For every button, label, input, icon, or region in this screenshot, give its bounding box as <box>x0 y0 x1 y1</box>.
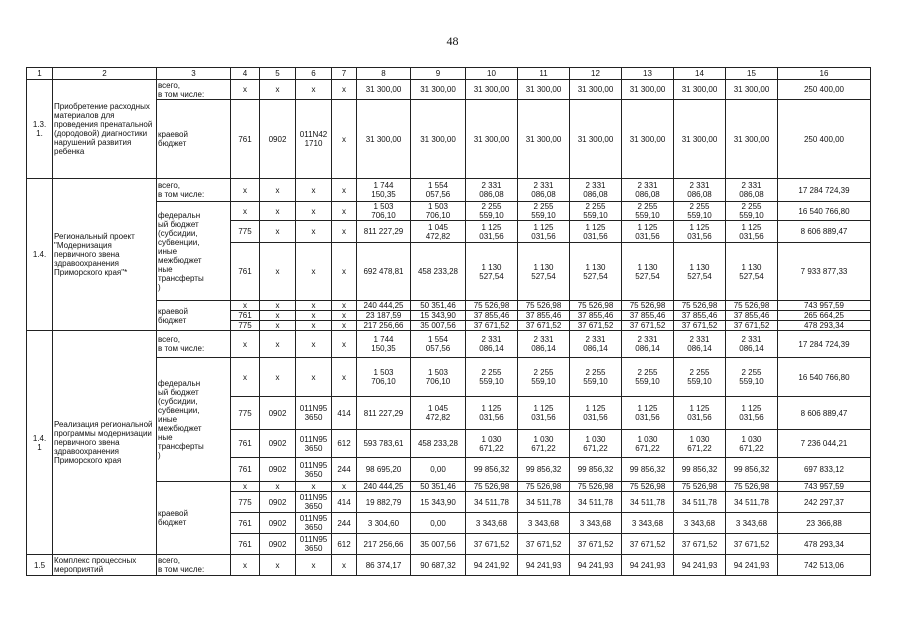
table-cell: x <box>260 243 296 301</box>
table-cell: x <box>296 301 332 311</box>
table-cell: 0902 <box>260 513 296 534</box>
column-header: 4 <box>231 68 260 80</box>
table-cell: 743 957,59 <box>778 301 871 311</box>
table-cell: x <box>260 301 296 311</box>
table-cell: 2 255 559,10 <box>674 358 726 397</box>
table-cell: 37 671,52 <box>518 534 570 555</box>
table-cell: 250 400,00 <box>778 80 871 100</box>
table-cell: x <box>332 202 357 221</box>
table-cell: 3 343,68 <box>570 513 622 534</box>
table-cell: 75 526,98 <box>570 482 622 492</box>
table-cell: 2 331 086,14 <box>466 331 518 358</box>
table-cell: 011N95 3650 <box>296 458 332 482</box>
table-cell: 242 297,37 <box>778 492 871 513</box>
table-cell: x <box>296 358 332 397</box>
table-cell: 2 331 086,14 <box>570 331 622 358</box>
table-cell: x <box>260 221 296 243</box>
table-cell: федеральн ый бюджет (субсидии, субвенции, иные межбюджет ные трансферты ) <box>157 202 231 301</box>
column-header: 3 <box>157 68 231 80</box>
table-cell: 2 331 086,08 <box>570 179 622 202</box>
table-cell: 1.4. 1 <box>27 331 53 555</box>
column-header: 7 <box>332 68 357 80</box>
table-cell: 1 503 706,10 <box>357 358 411 397</box>
table-row <box>27 331 871 358</box>
table-cell: 0902 <box>260 397 296 430</box>
table-cell: x <box>296 331 332 358</box>
column-header: 1 <box>27 68 53 80</box>
table-cell: 1 125 031,56 <box>570 221 622 243</box>
table-cell: x <box>231 301 260 311</box>
table-cell: 761 <box>231 513 260 534</box>
column-header: 5 <box>260 68 296 80</box>
table-cell: x <box>332 331 357 358</box>
table-cell: x <box>260 331 296 358</box>
table-cell: 75 526,98 <box>622 482 674 492</box>
table-cell: 34 511,78 <box>674 492 726 513</box>
table-cell: x <box>231 482 260 492</box>
table-cell: 244 <box>332 513 357 534</box>
table-cell: 217 256,66 <box>357 534 411 555</box>
table-cell: 31 300,00 <box>570 80 622 100</box>
table-cell: 1 130 527,54 <box>674 243 726 301</box>
table-cell: x <box>332 358 357 397</box>
table-cell: 31 300,00 <box>674 80 726 100</box>
table-cell: 75 526,98 <box>570 301 622 311</box>
table-cell: 3 343,68 <box>518 513 570 534</box>
table-cell: 1 130 527,54 <box>466 243 518 301</box>
page-number: 48 <box>446 34 459 48</box>
table-cell: 1.3. 1. <box>27 80 53 179</box>
table-cell: 50 351,46 <box>411 301 466 311</box>
column-header: 12 <box>570 68 622 80</box>
table-cell: x <box>296 179 332 202</box>
table-cell: 697 833,12 <box>778 458 871 482</box>
table-cell: 99 856,32 <box>466 458 518 482</box>
table-cell: x <box>231 202 260 221</box>
table-cell: 23 187,59 <box>357 311 411 321</box>
table-cell: 2 255 559,10 <box>518 202 570 221</box>
table-cell: 8 606 889,47 <box>778 397 871 430</box>
table-cell: 0902 <box>260 492 296 513</box>
column-header: 6 <box>296 68 332 80</box>
table-cell: 1 125 031,56 <box>622 397 674 430</box>
table-cell: 0902 <box>260 430 296 458</box>
table-cell: 612 <box>332 430 357 458</box>
table-cell: 37 855,46 <box>674 311 726 321</box>
table-cell: x <box>260 179 296 202</box>
table-cell: x <box>332 321 357 331</box>
table-cell: 37 855,46 <box>466 311 518 321</box>
table-cell: 31 300,00 <box>518 100 570 179</box>
table-cell: всего, в том числе: <box>157 331 231 358</box>
table-cell: 75 526,98 <box>518 482 570 492</box>
table-cell: 1 125 031,56 <box>674 397 726 430</box>
table-cell: 414 <box>332 492 357 513</box>
header-row <box>27 68 871 80</box>
table-cell: 31 300,00 <box>570 100 622 179</box>
table-cell: 458 233,28 <box>411 430 466 458</box>
table-cell: x <box>332 221 357 243</box>
table-cell: 31 300,00 <box>357 100 411 179</box>
table-cell: 94 241,93 <box>622 555 674 576</box>
table-cell: 94 241,92 <box>466 555 518 576</box>
table-cell: x <box>260 555 296 576</box>
table-cell: x <box>332 243 357 301</box>
table-cell: 1 130 527,54 <box>726 243 778 301</box>
table-cell: 743 957,59 <box>778 482 871 492</box>
table-cell: 2 255 559,10 <box>570 202 622 221</box>
column-header: 14 <box>674 68 726 80</box>
table-cell: 250 400,00 <box>778 100 871 179</box>
table-cell: 011N95 3650 <box>296 397 332 430</box>
table-cell: всего, в том числе: <box>157 80 231 100</box>
table-cell: 775 <box>231 221 260 243</box>
table-cell: x <box>231 358 260 397</box>
table-cell: краевой бюджет <box>157 482 231 555</box>
table-cell: 1 744 150,35 <box>357 179 411 202</box>
table-cell: 1 130 527,54 <box>570 243 622 301</box>
table-cell: 1 030 671,22 <box>570 430 622 458</box>
table-cell: x <box>231 555 260 576</box>
table-cell: 37 671,52 <box>726 321 778 331</box>
table-cell: 37 671,52 <box>622 534 674 555</box>
table-cell: x <box>231 179 260 202</box>
table-cell: 1 130 527,54 <box>518 243 570 301</box>
table-cell: 15 343,90 <box>411 311 466 321</box>
table-cell: 99 856,32 <box>674 458 726 482</box>
table-cell: 1 030 671,22 <box>674 430 726 458</box>
table-cell: 1 503 706,10 <box>411 202 466 221</box>
table-cell: 3 304,60 <box>357 513 411 534</box>
table-cell: 2 331 086,14 <box>622 331 674 358</box>
table-cell: 011N42 1710 <box>296 100 332 179</box>
table-cell: 16 540 766,80 <box>778 202 871 221</box>
table-cell: x <box>231 331 260 358</box>
table-cell: 31 300,00 <box>411 100 466 179</box>
table-cell: x <box>296 80 332 100</box>
table-cell: 1 125 031,56 <box>674 221 726 243</box>
table-cell: Приобретение расходных материалов для проведения пренатальной (дородовой) диагностики нарушений развития ребенка <box>53 80 157 179</box>
table-cell: 34 511,78 <box>518 492 570 513</box>
table-cell: 34 511,78 <box>622 492 674 513</box>
table-cell: 98 695,20 <box>357 458 411 482</box>
table-cell: федеральн ый бюджет (субсидии, субвенции, иные межбюджет ные трансферты ) <box>157 358 231 482</box>
table-cell: 1 554 057,56 <box>411 179 466 202</box>
table-cell: 31 300,00 <box>518 80 570 100</box>
table-cell: 761 <box>231 243 260 301</box>
table-cell: 35 007,56 <box>411 321 466 331</box>
table-cell: 1 125 031,56 <box>466 221 518 243</box>
table-cell: 31 300,00 <box>466 100 518 179</box>
table-cell: 99 856,32 <box>622 458 674 482</box>
table-cell: x <box>296 311 332 321</box>
table-cell: 86 374,17 <box>357 555 411 576</box>
table-cell: Комплекс процессных мероприятий <box>53 555 157 576</box>
table-cell: 692 478,81 <box>357 243 411 301</box>
table-cell: 1 130 527,54 <box>622 243 674 301</box>
table-cell: 31 300,00 <box>726 80 778 100</box>
table-cell: 37 855,46 <box>622 311 674 321</box>
table-cell: x <box>260 80 296 100</box>
table-cell: 0,00 <box>411 513 466 534</box>
table-cell: 2 331 086,08 <box>466 179 518 202</box>
table-cell: 761 <box>231 534 260 555</box>
table-row <box>27 555 871 576</box>
table-cell: 011N95 3650 <box>296 492 332 513</box>
table-cell: 37 671,52 <box>726 534 778 555</box>
table-cell: 31 300,00 <box>411 80 466 100</box>
table-cell: 3 343,68 <box>466 513 518 534</box>
table-cell: 31 300,00 <box>726 100 778 179</box>
table-cell: 3 343,68 <box>622 513 674 534</box>
table-cell: 1 125 031,56 <box>622 221 674 243</box>
table-cell: 75 526,98 <box>674 482 726 492</box>
table-cell: 1.5 <box>27 555 53 576</box>
table-cell: краевой бюджет <box>157 301 231 331</box>
table-cell: 2 255 559,10 <box>466 202 518 221</box>
budget-table <box>26 67 871 576</box>
table-cell: 011N95 3650 <box>296 513 332 534</box>
table-cell: 244 <box>332 458 357 482</box>
table-cell: x <box>296 202 332 221</box>
table-cell: 75 526,98 <box>726 301 778 311</box>
table-cell: 75 526,98 <box>622 301 674 311</box>
table-cell: 265 664,25 <box>778 311 871 321</box>
table-cell: 761 <box>231 100 260 179</box>
table-cell: x <box>296 482 332 492</box>
table-cell: 761 <box>231 430 260 458</box>
table-cell: x <box>332 179 357 202</box>
table-cell: 37 671,52 <box>518 321 570 331</box>
table-cell: 37 671,52 <box>674 321 726 331</box>
table-cell: 3 343,68 <box>726 513 778 534</box>
table-cell: 31 300,00 <box>674 100 726 179</box>
table-cell: 240 444,25 <box>357 301 411 311</box>
column-header: 9 <box>411 68 466 80</box>
table-cell: 458 233,28 <box>411 243 466 301</box>
table-cell: 2 331 086,08 <box>674 179 726 202</box>
table-cell: 31 300,00 <box>357 80 411 100</box>
table-cell: 593 783,61 <box>357 430 411 458</box>
table-cell: 15 343,90 <box>411 492 466 513</box>
table-cell: 0,00 <box>411 458 466 482</box>
table-cell: 37 671,52 <box>622 321 674 331</box>
table-cell: x <box>332 80 357 100</box>
table-cell: 99 856,32 <box>570 458 622 482</box>
table-cell: 1 030 671,22 <box>518 430 570 458</box>
table-cell: 478 293,34 <box>778 321 871 331</box>
table-cell: 37 671,52 <box>570 534 622 555</box>
table-cell: 31 300,00 <box>622 100 674 179</box>
table-cell: 1 125 031,56 <box>518 221 570 243</box>
table-row <box>27 179 871 202</box>
table-cell: 742 513,06 <box>778 555 871 576</box>
table-cell: 1 125 031,56 <box>570 397 622 430</box>
table-cell: 414 <box>332 397 357 430</box>
table-cell: 478 293,34 <box>778 534 871 555</box>
table-cell: 2 255 559,10 <box>518 358 570 397</box>
table-cell: x <box>332 301 357 311</box>
table-cell: 1 125 031,56 <box>726 397 778 430</box>
table-cell: 17 284 724,39 <box>778 331 871 358</box>
table-cell: всего, в том числе: <box>157 555 231 576</box>
table-cell: всего, в том числе: <box>157 179 231 202</box>
table-cell: x <box>260 482 296 492</box>
table-cell: x <box>332 555 357 576</box>
table-cell: 99 856,32 <box>726 458 778 482</box>
table-cell: x <box>332 100 357 179</box>
table-cell: 1 125 031,56 <box>466 397 518 430</box>
column-header: 15 <box>726 68 778 80</box>
table-cell: 37 855,46 <box>726 311 778 321</box>
column-header: 11 <box>518 68 570 80</box>
column-header: 10 <box>466 68 518 80</box>
table-cell: 1 030 671,22 <box>726 430 778 458</box>
column-header: 13 <box>622 68 674 80</box>
table-cell: 2 255 559,10 <box>622 358 674 397</box>
table-cell: 1 503 706,10 <box>411 358 466 397</box>
table-cell: 37 671,52 <box>466 321 518 331</box>
table-cell: 811 227,29 <box>357 221 411 243</box>
table-cell: 19 882,79 <box>357 492 411 513</box>
table-cell: 2 255 559,10 <box>726 202 778 221</box>
table-cell: 2 331 086,08 <box>518 179 570 202</box>
table-cell: 37 671,52 <box>674 534 726 555</box>
table-cell: 35 007,56 <box>411 534 466 555</box>
table-cell: 75 526,98 <box>726 482 778 492</box>
table-cell: 1 045 472,82 <box>411 397 466 430</box>
table-cell: 3 343,68 <box>674 513 726 534</box>
table-cell: 2 331 086,08 <box>622 179 674 202</box>
table-cell: 2 255 559,10 <box>622 202 674 221</box>
table-cell: x <box>296 321 332 331</box>
table-cell: x <box>260 311 296 321</box>
table-cell: x <box>296 221 332 243</box>
table-cell: 2 255 559,10 <box>726 358 778 397</box>
table-cell: 775 <box>231 397 260 430</box>
table-cell: 2 255 559,10 <box>674 202 726 221</box>
table-cell: 1 125 031,56 <box>726 221 778 243</box>
table-cell: 811 227,29 <box>357 397 411 430</box>
table-cell: 1.4. <box>27 179 53 331</box>
table-cell: 011N95 3650 <box>296 534 332 555</box>
table-cell: x <box>296 243 332 301</box>
table-cell: 99 856,32 <box>518 458 570 482</box>
table-cell: 2 331 086,14 <box>518 331 570 358</box>
table-cell: 34 511,78 <box>466 492 518 513</box>
column-header: 16 <box>778 68 871 80</box>
table-cell: 761 <box>231 458 260 482</box>
table-cell: 8 606 889,47 <box>778 221 871 243</box>
table-cell: 1 744 150,35 <box>357 331 411 358</box>
table-cell: x <box>231 80 260 100</box>
table-cell: 775 <box>231 492 260 513</box>
table-cell: 775 <box>231 321 260 331</box>
table-cell: x <box>296 555 332 576</box>
column-header: 2 <box>53 68 157 80</box>
table-row <box>27 80 871 100</box>
table-cell: x <box>332 311 357 321</box>
table-cell: 34 511,78 <box>570 492 622 513</box>
table-cell: 37 855,46 <box>518 311 570 321</box>
table-cell: 16 540 766,80 <box>778 358 871 397</box>
table-cell: 31 300,00 <box>466 80 518 100</box>
table-cell: 0902 <box>260 534 296 555</box>
table-cell: Региональный проект "Модернизация первичного звена здравоохранения Приморского края"* <box>53 179 157 331</box>
table-cell: краевой бюджет <box>157 100 231 179</box>
table-cell: 34 511,78 <box>726 492 778 513</box>
table-cell: 7 933 877,33 <box>778 243 871 301</box>
table-cell: 90 687,32 <box>411 555 466 576</box>
table-cell: 2 331 086,14 <box>674 331 726 358</box>
table-cell: 0902 <box>260 458 296 482</box>
table-cell: 75 526,98 <box>518 301 570 311</box>
table-cell: 1 045 472,82 <box>411 221 466 243</box>
table-cell: 75 526,98 <box>674 301 726 311</box>
table-cell: 0902 <box>260 100 296 179</box>
table-cell: 1 030 671,22 <box>622 430 674 458</box>
table-cell: x <box>332 482 357 492</box>
table-cell: 37 855,46 <box>570 311 622 321</box>
table-cell: 761 <box>231 311 260 321</box>
table-cell: 011N95 3650 <box>296 430 332 458</box>
column-header: 8 <box>357 68 411 80</box>
table-cell: 240 444,25 <box>357 482 411 492</box>
table-cell: 94 241,93 <box>674 555 726 576</box>
table-cell: 612 <box>332 534 357 555</box>
table-cell: x <box>260 202 296 221</box>
table-cell: x <box>260 358 296 397</box>
table-cell: 37 671,52 <box>570 321 622 331</box>
table-cell: 2 255 559,10 <box>466 358 518 397</box>
table-cell: 75 526,98 <box>466 482 518 492</box>
table-cell: 23 366,88 <box>778 513 871 534</box>
table-cell: 50 351,46 <box>411 482 466 492</box>
table-cell: 1 030 671,22 <box>466 430 518 458</box>
table-cell: 1 125 031,56 <box>518 397 570 430</box>
table-cell: 31 300,00 <box>622 80 674 100</box>
table-cell: 37 671,52 <box>466 534 518 555</box>
table-cell: 94 241,93 <box>726 555 778 576</box>
table-cell: 2 331 086,08 <box>726 179 778 202</box>
table-cell: 1 503 706,10 <box>357 202 411 221</box>
table-cell: 94 241,93 <box>518 555 570 576</box>
table-cell: 75 526,98 <box>466 301 518 311</box>
table-cell: x <box>260 321 296 331</box>
table-cell: Реализация региональной программы модернизации первичного звена здравоохранения Приморского края <box>53 331 157 555</box>
table-cell: 217 256,66 <box>357 321 411 331</box>
table-cell: 1 554 057,56 <box>411 331 466 358</box>
table-cell: 2 331 086,14 <box>726 331 778 358</box>
table-cell: 94 241,93 <box>570 555 622 576</box>
table-cell: 17 284 724,39 <box>778 179 871 202</box>
table-cell: 2 255 559,10 <box>570 358 622 397</box>
table-cell: 7 236 044,21 <box>778 430 871 458</box>
